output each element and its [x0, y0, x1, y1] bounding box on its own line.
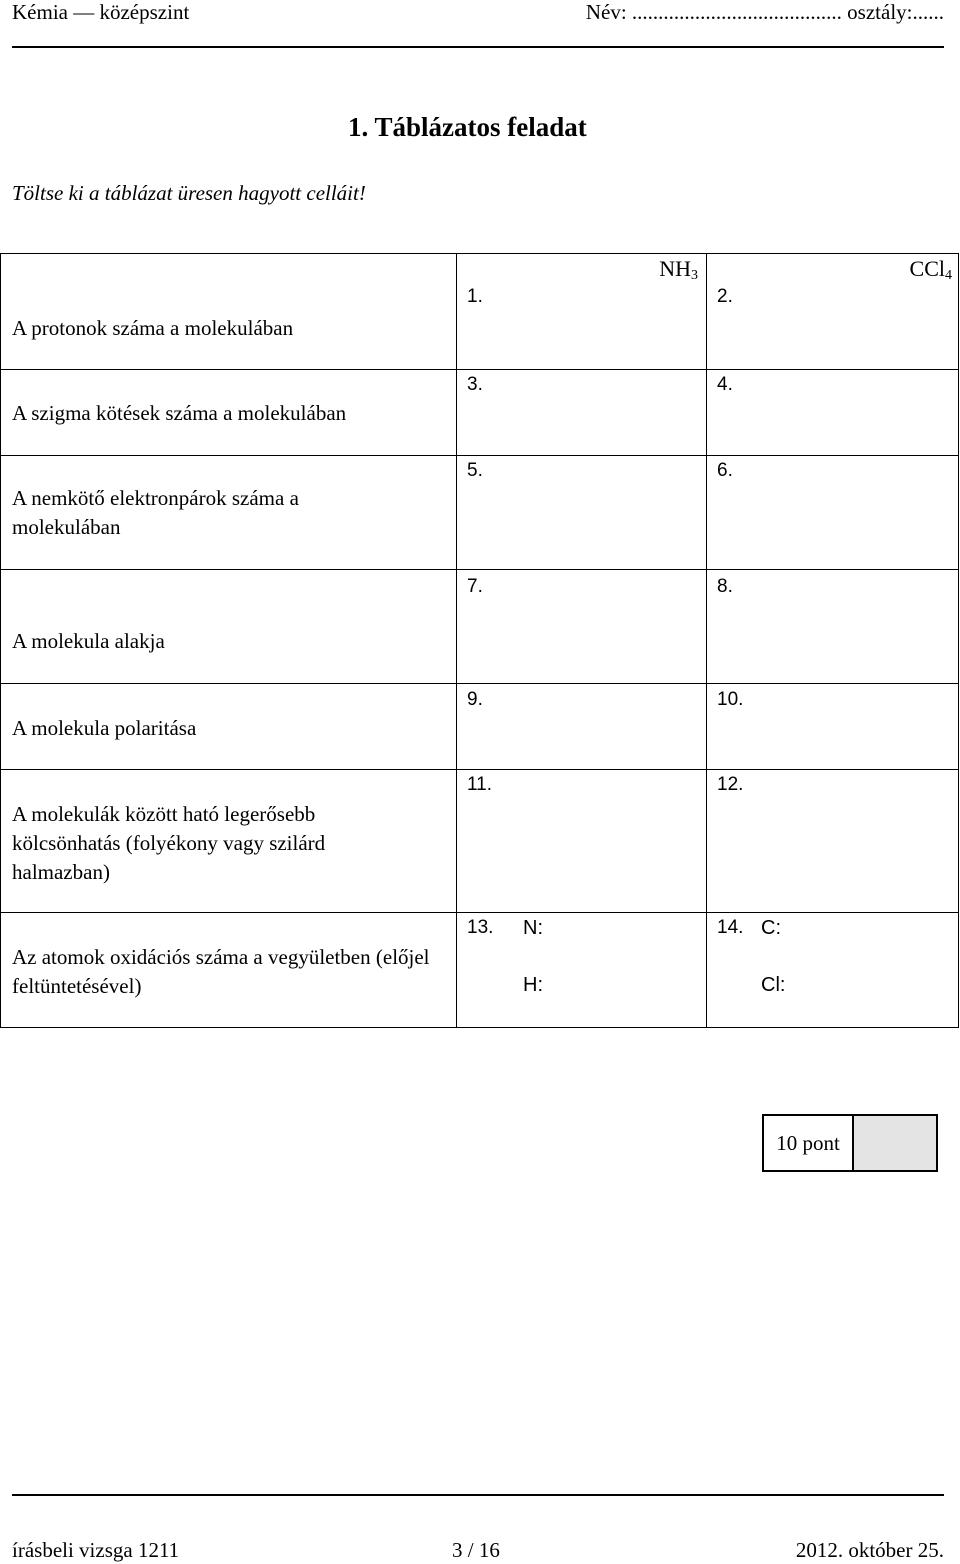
- cell-number: 14.: [717, 917, 744, 938]
- row-label: A molekulák között ható legerősebb kölcsönhatás (folyékony vagy szilárd halmazban): [1, 770, 457, 913]
- answer-cell-7[interactable]: [457, 570, 707, 684]
- cell-number: 2.: [717, 286, 733, 307]
- answer-cell-1[interactable]: [457, 254, 707, 370]
- footer-exam-code: írásbeli vizsga 1211: [12, 1538, 180, 1562]
- row-label: A nemkötő elektronpárok száma a molekulában: [1, 456, 457, 570]
- answer-cell-12[interactable]: [707, 770, 959, 913]
- cell-number: 10.: [717, 689, 744, 710]
- oxidation-label-cl: Cl:: [761, 974, 786, 996]
- answer-cell-3[interactable]: [457, 370, 707, 456]
- cell-number: 11.: [467, 774, 493, 795]
- cell-number: 1.: [467, 286, 483, 307]
- header-subject: Kémia — középszint: [12, 0, 190, 24]
- cell-number: 8.: [717, 576, 733, 597]
- score-entry[interactable]: [854, 1116, 936, 1170]
- score-box: [762, 1114, 938, 1172]
- answer-cell-13[interactable]: [457, 913, 707, 1028]
- table-row: [1, 370, 959, 456]
- answer-cell-8[interactable]: [707, 570, 959, 684]
- answer-cell-4[interactable]: [707, 370, 959, 456]
- score-label: 10 pont: [764, 1116, 854, 1170]
- answer-cell-11[interactable]: [457, 770, 707, 913]
- page-header: [12, 0, 944, 28]
- answer-table: [0, 253, 959, 1028]
- cell-number: 3.: [467, 374, 483, 395]
- table-row: [1, 770, 959, 913]
- footer-date: 2012. október 25.: [795, 1538, 944, 1562]
- table-row: [1, 684, 959, 770]
- table-row: [1, 254, 959, 370]
- task-title: 1. Táblázatos feladat: [348, 112, 587, 142]
- answer-cell-5[interactable]: [457, 456, 707, 570]
- oxidation-label-n: N:: [523, 917, 543, 939]
- cell-number: 13.: [467, 917, 494, 938]
- row-label: A molekula polaritása: [1, 684, 457, 770]
- answer-cell-6[interactable]: [707, 456, 959, 570]
- task-instruction: Töltse ki a táblázat üresen hagyott celláit!: [12, 181, 366, 205]
- row-label: A szigma kötések száma a molekulában: [1, 370, 457, 456]
- footer-rule: [12, 1494, 944, 1496]
- row-label: Az atomok oxidációs száma a vegyületben (előjel feltüntetésével): [1, 913, 457, 1028]
- answer-cell-14[interactable]: [707, 913, 959, 1028]
- row-label: A molekula alakja: [1, 570, 457, 684]
- header-name-class: Név: ........................................ osztály:......: [585, 0, 944, 24]
- oxidation-label-h: H:: [523, 974, 543, 996]
- cell-number: 5.: [467, 460, 483, 481]
- header-rule: [12, 46, 944, 48]
- answer-cell-9[interactable]: [457, 684, 707, 770]
- cell-number: 6.: [717, 460, 733, 481]
- oxidation-label-c: C:: [761, 917, 781, 939]
- table-row: [1, 570, 959, 684]
- table-row: [1, 913, 959, 1028]
- answer-cell-2[interactable]: [707, 254, 959, 370]
- table-row: [1, 456, 959, 570]
- column-header-nh3: $NH_3$: [659, 256, 698, 283]
- cell-number: 7.: [467, 576, 483, 597]
- cell-number: 12.: [717, 774, 744, 795]
- cell-number: 9.: [467, 689, 483, 710]
- cell-number: 4.: [717, 374, 733, 395]
- column-header-ccl4: CCl$_4$: [909, 256, 952, 283]
- answer-cell-10[interactable]: [707, 684, 959, 770]
- footer-page-number: 3 / 16: [452, 1538, 500, 1562]
- row-label: A protonok száma a molekulában: [1, 254, 457, 370]
